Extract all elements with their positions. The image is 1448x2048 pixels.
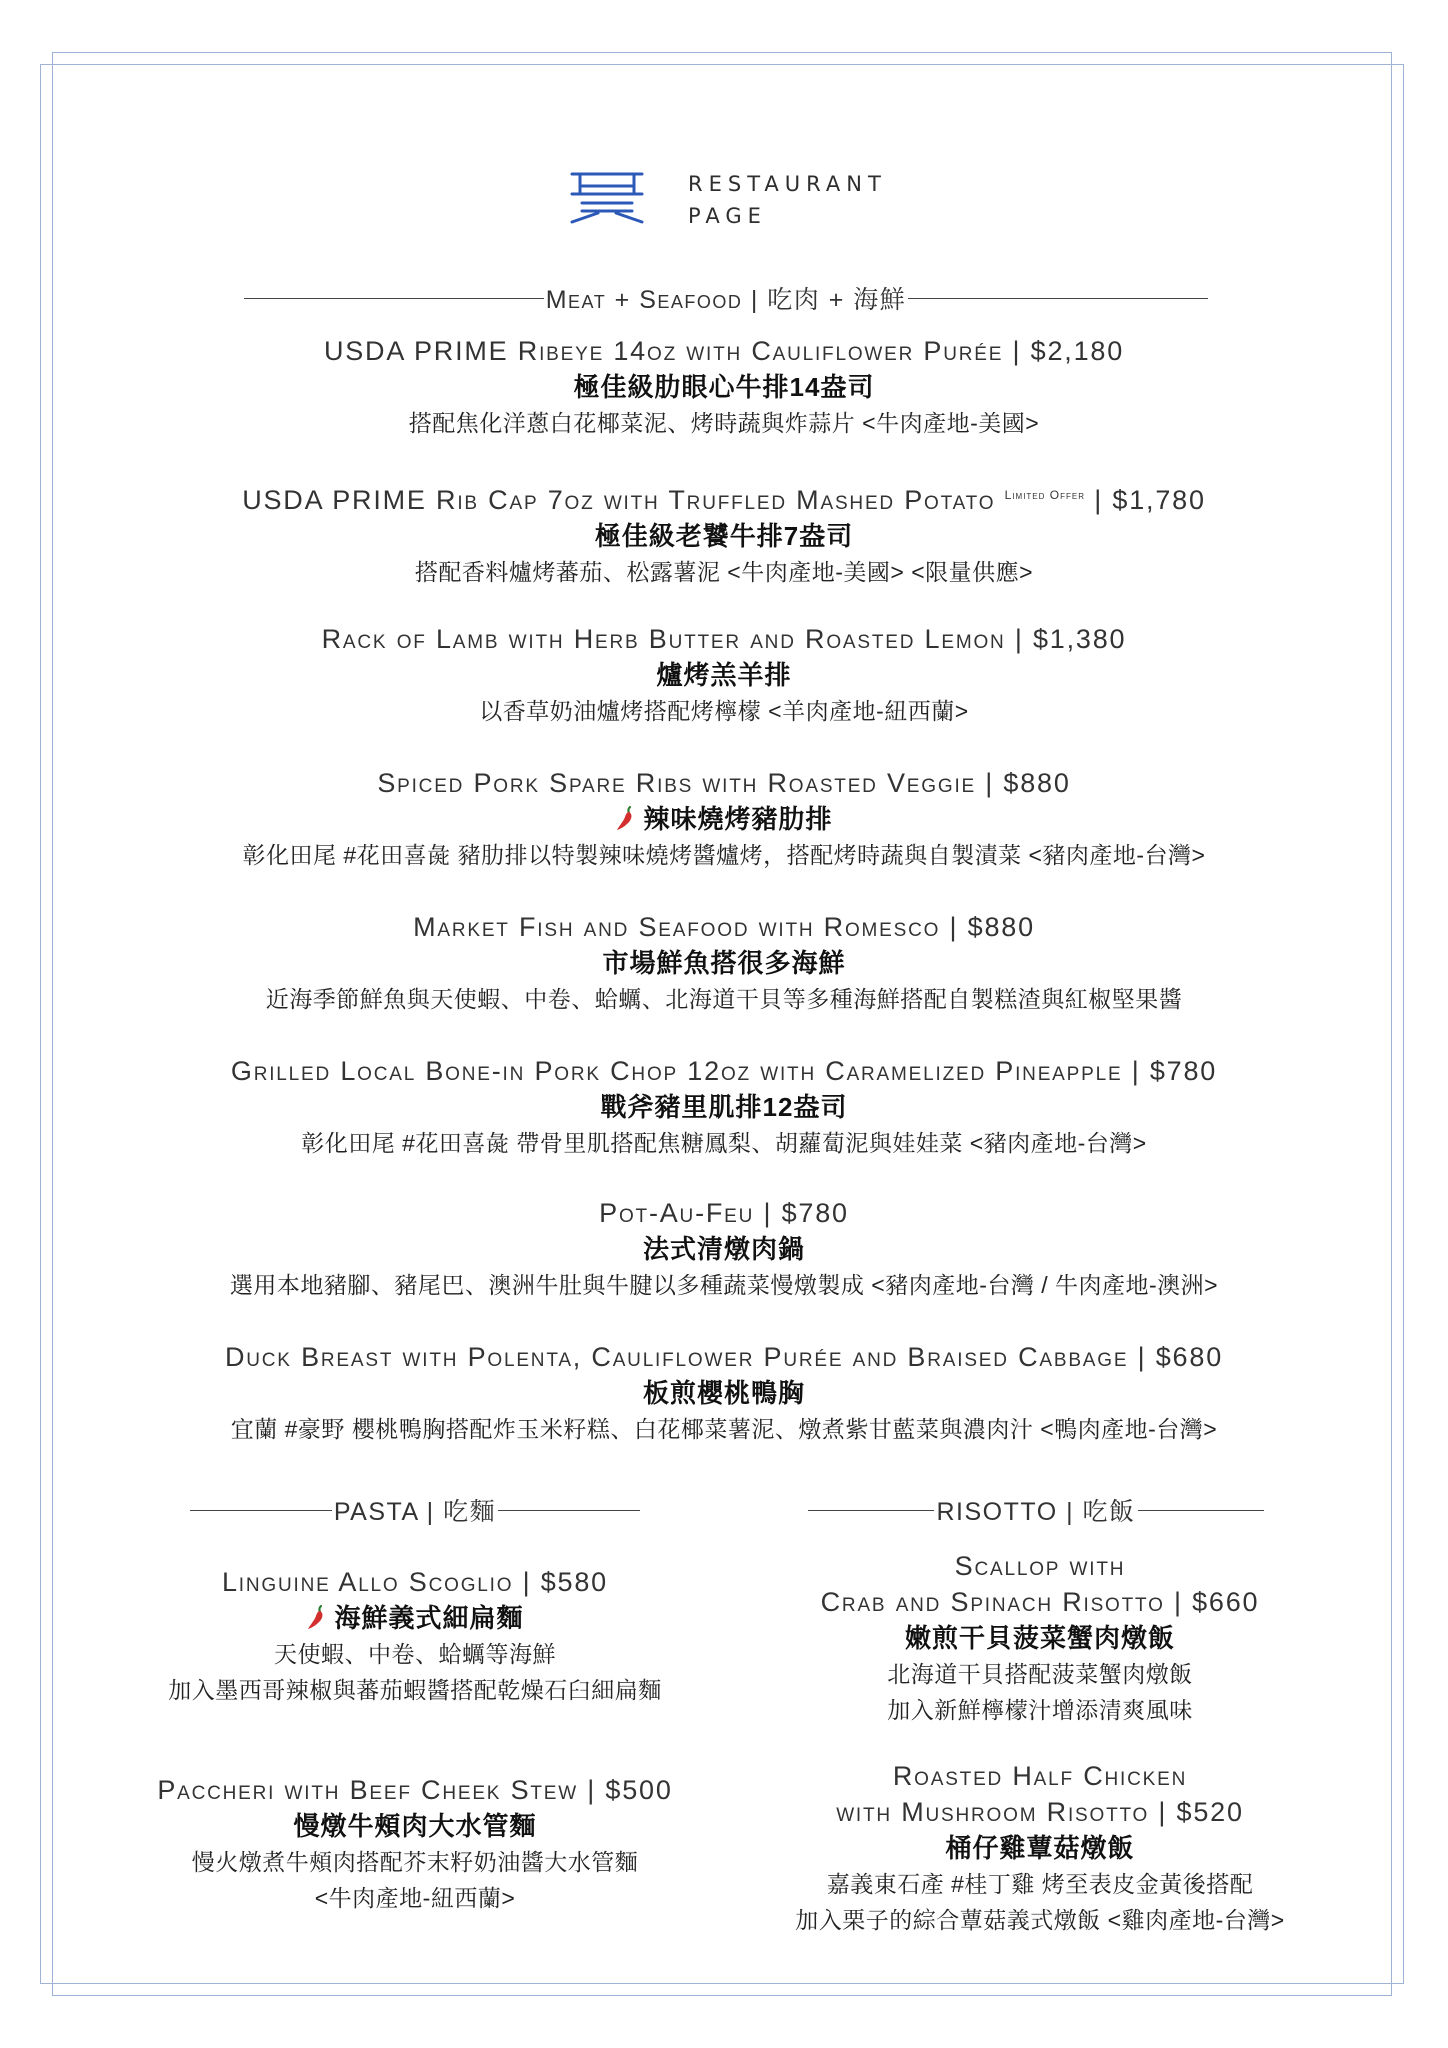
divider-line: [1138, 1510, 1264, 1511]
restaurant-page-logo-icon: [568, 170, 646, 226]
item-name-cn-line: [60, 801, 1388, 837]
section-title: Meat + Seafood | 吃肉 + 海鮮: [545, 286, 907, 314]
limited-offer-badge: Limited Offer: [1004, 488, 1085, 502]
section-header-pasta: [190, 1490, 640, 1530]
item-name-en: Paccheri with Beef Cheek Stew | $500: [157, 1775, 673, 1805]
menu-item: [60, 621, 1388, 729]
item-description: 宜蘭 #豪野 櫻桃鴨胸搭配炸玉米籽糕、白花椰菜薯泥、燉煮紫甘藍菜與濃肉汁 <鴨肉產地-台灣>: [230, 1416, 1218, 1442]
item-description-line-1: 天使蝦、中卷、蛤蠣等海鮮: [274, 1641, 556, 1667]
item-name-cn: 市場鮮魚搭很多海鮮: [602, 948, 846, 978]
menu-item: [60, 477, 1388, 590]
item-name-en: USDA PRIME Rib Cap 7oz with Truffled Mashed Potato: [242, 485, 996, 515]
item-description: 彰化田尾 #花田喜彘 帶骨里肌搭配焦糖鳳梨、胡蘿蔔泥與娃娃菜 <豬肉產地-台灣>: [301, 1130, 1147, 1156]
item-description: 彰化田尾 #花田喜彘 豬肋排以特製辣味燒烤醬爐烤，搭配烤時蔬與自製漬菜 <豬肉產地-台灣>: [242, 842, 1206, 868]
menu-item: [60, 909, 1388, 1017]
item-name-cn: 桶仔雞蕈菇燉飯: [945, 1833, 1135, 1863]
item-name-en-line-2: with Mushroom Risotto | $520: [836, 1797, 1244, 1827]
item-description-line-1: 嘉義東石產 #桂丁雞 烤至表皮金黃後搭配: [826, 1871, 1254, 1897]
item-name-cn: 海鮮義式細扁麵: [334, 1603, 524, 1633]
section-header-meat-seafood: [244, 278, 1208, 318]
menu-item: [60, 1339, 1388, 1447]
item-name-cn: 嫩煎干貝菠菜蟹肉燉飯: [904, 1623, 1175, 1653]
chili-pepper-icon: [306, 1604, 326, 1630]
item-name-cn: 極佳級老饕牛排7盎司: [594, 521, 854, 551]
item-description: 選用本地豬腳、豬尾巴、澳洲牛肚與牛腱以多種蔬菜慢燉製成 <豬肉產地-台灣 / 牛肉產地-澳洲>: [229, 1272, 1219, 1298]
item-name-cn-line: [110, 1600, 720, 1636]
item-name-en: Spiced Pork Spare Ribs with Roasted Veggie | $880: [377, 768, 1071, 798]
divider-line: [244, 298, 544, 299]
menu-item: [110, 1772, 720, 1916]
item-name-en-line-2: Crab and Spinach Risotto | $660: [820, 1587, 1260, 1617]
item-description-line-2: <牛肉產地-紐西蘭>: [314, 1885, 516, 1911]
menu-item: [110, 1564, 720, 1708]
item-name-en: Linguine Allo Scoglio | $580: [221, 1567, 609, 1597]
item-name-en: Market Fish and Seafood with Romesco | $880: [413, 912, 1035, 942]
menu-item: [60, 1195, 1388, 1303]
menu-item: [60, 333, 1388, 441]
divider-line: [908, 298, 1208, 299]
menu-item: [60, 1053, 1388, 1161]
item-description: 以香草奶油爐烤搭配烤檸檬 <羊肉產地-紐西蘭>: [479, 698, 969, 724]
item-description: 近海季節鮮魚與天使蝦、中卷、蛤蠣、北海道干貝等多種海鮮搭配自製糕渣與紅椒堅果醬: [265, 986, 1183, 1012]
divider-line: [498, 1510, 640, 1511]
item-description-line-2: 加入栗子的綜合蕈菇義式燉飯 <雞肉產地-台灣>: [795, 1907, 1285, 1933]
item-name-cn: 爐烤羔羊排: [656, 660, 792, 690]
item-name-cn: 慢燉牛頰肉大水管麵: [293, 1811, 537, 1841]
section-header-risotto: [808, 1490, 1264, 1530]
item-description-line-2: 加入墨西哥辣椒與蕃茄蝦醬搭配乾燥石臼細扁麵: [168, 1677, 662, 1703]
item-name-en-line-1: Scallop with: [954, 1551, 1126, 1581]
section-title: RISOTTO | 吃飯: [936, 1498, 1136, 1526]
divider-line: [190, 1510, 332, 1511]
brand-line-1: RESTAURANT: [688, 172, 887, 196]
item-name-cn: 戰斧豬里肌排12盎司: [600, 1092, 848, 1122]
item-description: 搭配香料爐烤蕃茄、松露薯泥 <牛肉產地-美國> <限量供應>: [414, 559, 1034, 585]
item-name-en-line: [60, 477, 1388, 518]
menu-item: [60, 765, 1388, 873]
item-name-cn: 極佳級肋眼心牛排14盎司: [573, 372, 875, 402]
item-description-line-1: 北海道干貝搭配菠菜蟹肉燉飯: [887, 1661, 1193, 1687]
menu-item: [740, 1758, 1340, 1938]
menu-item: [740, 1548, 1340, 1728]
item-name-cn: 辣味燒烤豬肋排: [643, 804, 833, 834]
item-description: 搭配焦化洋蔥白花椰菜泥、烤時蔬與炸蒜片 <牛肉產地-美國>: [408, 410, 1040, 436]
chili-pepper-icon: [615, 805, 635, 831]
item-description-line-1: 慢火燉煮牛頰肉搭配芥末籽奶油醬大水管麵: [191, 1849, 639, 1875]
item-name-en: Pot-Au-Feu | $780: [599, 1198, 849, 1228]
item-name-cn: 板煎櫻桃鴨胸: [642, 1378, 805, 1408]
item-name-en-line-1: Roasted Half Chicken: [892, 1761, 1188, 1791]
item-name-en: Duck Breast with Polenta, Cauliflower Purée and Braised Cabbage | $680: [224, 1342, 1224, 1372]
section-title: PASTA | 吃麵: [333, 1498, 497, 1526]
divider-line: [808, 1510, 934, 1511]
item-name-cn: 法式清燉肉鍋: [642, 1234, 805, 1264]
item-description-line-2: 加入新鮮檸檬汁增添清爽風味: [887, 1697, 1193, 1723]
brand-line-2: PAGE: [688, 204, 767, 228]
item-name-en: USDA PRIME Ribeye 14oz with Cauliflower Purée | $2,180: [323, 336, 1125, 366]
brand-name: [688, 168, 887, 232]
item-price: | $1,780: [1094, 485, 1206, 515]
item-name-en: Grilled Local Bone-in Pork Chop 12oz with Caramelized Pineapple | $780: [230, 1056, 1218, 1086]
item-name-en: Rack of Lamb with Herb Butter and Roasted Lemon | $1,380: [321, 624, 1127, 654]
